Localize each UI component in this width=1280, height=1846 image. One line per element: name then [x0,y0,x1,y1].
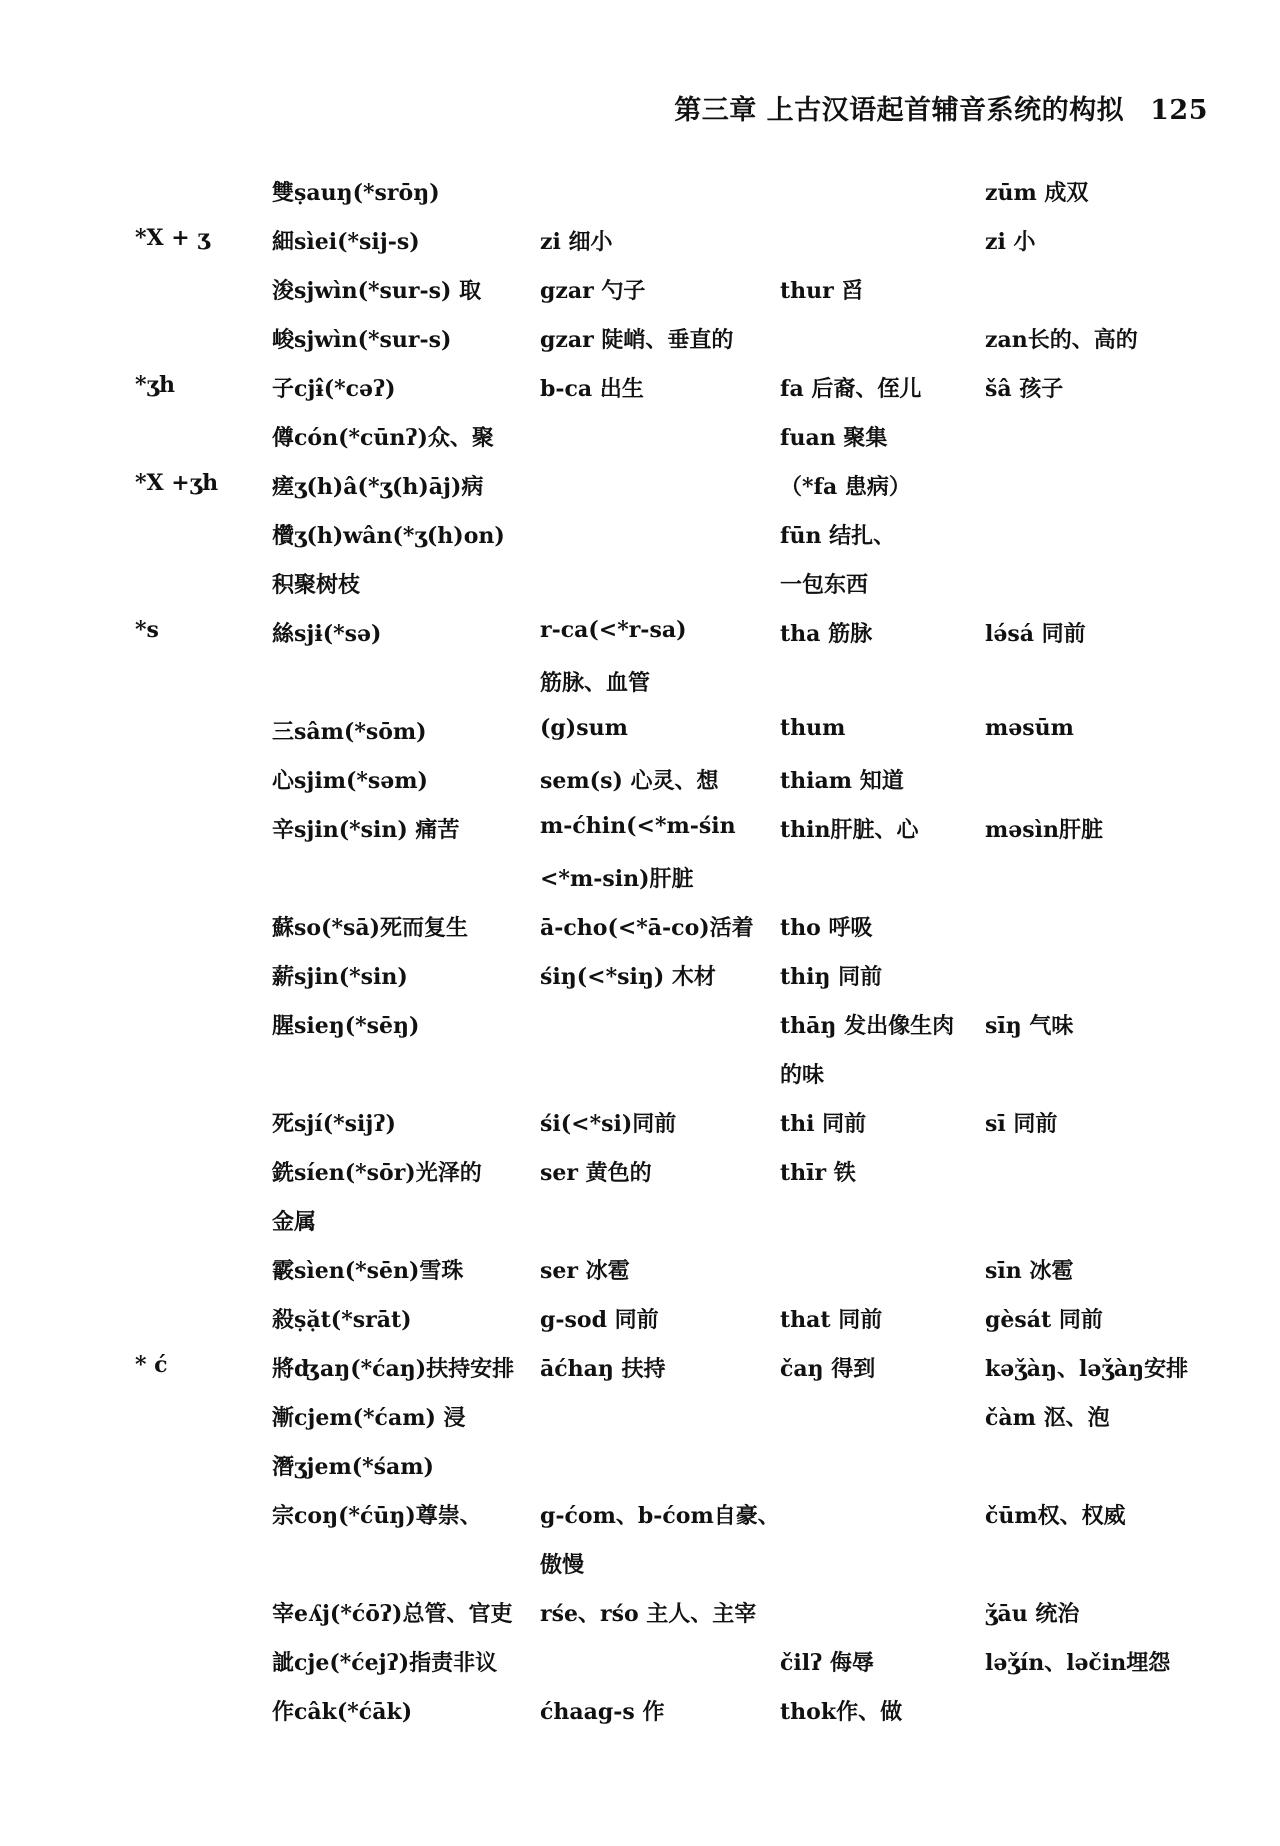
table-row [0,1695,1280,1744]
tibetan-column-cell: zi 细小 [540,229,613,255]
chinese-column-cell: 細sìei(*sij-s) [272,229,420,255]
chinese-column-cell: 子cjɨ̂(*cəʔ) [272,376,396,402]
chinese-column-cell: 蘇so(*sā)死而复生 [272,915,469,941]
table-row [0,519,1280,568]
table-row [0,617,1280,666]
table-row [0,470,1280,519]
chinese-column-cell: 訿cje(*ćejʔ)指责非议 [272,1650,498,1676]
kuki-column-cell: thok作、做 [780,1699,903,1725]
chinese-column-cell: 漸cjem(*ćam) 浸 [272,1405,466,1431]
chinese-column-cell: 辛sjin(*sin) 痛苦 [272,817,460,843]
chapter-title: 第三章 上古汉语起首辅音系统的构拟 [674,95,1125,126]
initial-column-cell: *X +ʒh [135,470,219,496]
table-row [0,225,1280,274]
tibetan-column-cell: 傲慢 [540,1552,585,1578]
chinese-column-cell: 金属 [272,1209,317,1235]
table-row [0,421,1280,470]
chinese-column-cell: 霰sìen(*sēn)雪珠 [272,1258,464,1284]
table-row [0,568,1280,617]
kuki-column-cell: thi 同前 [780,1111,867,1137]
page-number: 125 [1150,95,1208,126]
kuki-column-cell: thāŋ 发出像生肉 [780,1013,955,1039]
table-row [0,1401,1280,1450]
tibetan-column-cell: (g)sum [540,715,628,741]
table-row [0,323,1280,372]
jingpho-column-cell: čūm权、权威 [985,1503,1126,1529]
kuki-column-cell: fa 后裔、侄儿 [780,376,922,402]
chinese-column-cell: 腥sieŋ(*sēŋ) [272,1013,420,1039]
table-row [0,274,1280,323]
tibetan-column-cell: ser 黄色的 [540,1160,652,1186]
tibetan-column-cell: g-sod 同前 [540,1307,659,1333]
kuki-column-cell: thum [780,715,846,741]
table-row [0,1303,1280,1352]
chinese-column-cell: 銑síen(*sōr)光泽的 [272,1160,482,1186]
chinese-column-cell: 宰eʎj(*ćōʔ)总管、官吏 [272,1601,513,1627]
kuki-column-cell: thur 舀 [780,278,864,304]
table-row [0,176,1280,225]
chinese-column-cell: 絲sjɨ(*sə) [272,621,382,647]
table-row [0,372,1280,421]
initial-column-cell: *s [135,617,159,643]
chinese-column-cell: 死sjí(*sijʔ) [272,1111,396,1137]
jingpho-column-cell: məsìn肝脏 [985,817,1104,843]
chinese-column-cell: 潛ʒjem(*śam) [272,1454,434,1480]
table-row [0,1646,1280,1695]
jingpho-column-cell: sīn 冰雹 [985,1258,1074,1284]
kuki-column-cell: 的味 [780,1062,825,1088]
running-header [674,88,1208,127]
jingpho-column-cell: ǯāu 统治 [985,1601,1080,1627]
chinese-column-cell: 宗coŋ(*ćūŋ)尊崇、 [272,1503,482,1529]
kuki-column-cell: thiam 知道 [780,768,904,794]
chinese-column-cell: 雙ṣauŋ(*srōŋ) [272,180,440,206]
jingpho-column-cell: zūm 成双 [985,180,1089,206]
jingpho-column-cell: šâ 孩子 [985,376,1064,402]
table-row [0,1548,1280,1597]
tibetan-column-cell: r-ca(<*r-sa) [540,617,687,643]
table-row [0,1450,1280,1499]
kuki-column-cell: fuan 聚集 [780,425,888,451]
jingpho-column-cell: sīŋ 气味 [985,1013,1074,1039]
table-row [0,1107,1280,1156]
tibetan-column-cell: śi(<*si)同前 [540,1111,677,1137]
kuki-column-cell: čaŋ 得到 [780,1356,876,1382]
chinese-column-cell: 积聚树枝 [272,572,361,598]
tibetan-column-cell: gzar 勺子 [540,278,646,304]
table-row [0,1352,1280,1401]
tibetan-column-cell: ā-cho(<*ā-co)活着 [540,915,754,941]
chinese-column-cell: 心sjim(*səm) [272,768,428,794]
jingpho-column-cell: čàm 沤、泡 [985,1405,1110,1431]
tibetan-column-cell: sem(s) 心灵、想 [540,768,719,794]
kuki-column-cell: （*fa 患病） [780,474,911,500]
tibetan-column-cell: <*m-sin)肝脏 [540,866,694,892]
jingpho-column-cell: zi 小 [985,229,1036,255]
chinese-column-cell: 瘥ʒ(h)â(*ʒ(h)āj)病 [272,474,484,500]
table-row [0,813,1280,862]
kuki-column-cell: fūn 结扎、 [780,523,896,549]
table-row [0,1058,1280,1107]
tibetan-column-cell: 筋脉、血管 [540,670,651,696]
jingpho-column-cell: ləǯín、ləčin埋怨 [985,1650,1171,1676]
chinese-column-cell: 峻sjwìn(*sur-s) [272,327,452,353]
kuki-column-cell: čilʔ 侮辱 [780,1650,874,1676]
kuki-column-cell: tho 呼吸 [780,915,873,941]
kuki-column-cell: 一包东西 [780,572,869,598]
table-row [0,1205,1280,1254]
kuki-column-cell: that 同前 [780,1307,883,1333]
kuki-column-cell: thiŋ 同前 [780,964,883,990]
initial-column-cell: *ʒh [135,372,175,398]
jingpho-column-cell: zan长的、高的 [985,327,1138,353]
initial-column-cell: * ć [135,1352,168,1378]
tibetan-column-cell: ćhaag-s 作 [540,1699,665,1725]
chinese-column-cell: 將ʤaŋ(*ćaŋ)扶持安排 [272,1356,515,1382]
table-row [0,1499,1280,1548]
jingpho-column-cell: kəǯàŋ、ləǯàŋ安排 [985,1356,1189,1382]
chinese-column-cell: 作câk(*ćāk) [272,1699,413,1725]
chinese-column-cell: 殺ṣặt(*srāt) [272,1307,412,1333]
initial-column-cell: *X + ʒ [135,225,210,251]
table-row [0,1156,1280,1205]
table-row [0,911,1280,960]
chinese-column-cell: 三sâm(*sōm) [272,719,427,745]
table-row [0,764,1280,813]
table-row [0,666,1280,715]
chinese-column-cell: 浚sjwìn(*sur-s) 取 [272,278,482,304]
tibetan-column-cell: śiŋ(<*siŋ) 木材 [540,964,716,990]
tibetan-column-cell: ser 冰雹 [540,1258,630,1284]
tibetan-column-cell: g-ćom、b-ćom自豪、 [540,1503,780,1529]
table-row [0,960,1280,1009]
jingpho-column-cell: gèsát 同前 [985,1307,1103,1333]
table-row [0,1597,1280,1646]
kuki-column-cell: thin肝脏、心 [780,817,919,843]
jingpho-column-cell: lə́sá 同前 [985,621,1086,647]
chinese-column-cell: 薪sjin(*sin) [272,964,408,990]
comparison-table [0,176,1280,1744]
kuki-column-cell: thīr 铁 [780,1160,856,1186]
kuki-column-cell: tha 筋脉 [780,621,873,647]
tibetan-column-cell: b-ca 出生 [540,376,644,402]
tibetan-column-cell: m-ćhin(<*m-śin [540,813,736,839]
jingpho-column-cell: sī 同前 [985,1111,1058,1137]
tibetan-column-cell: gzar 陡峭、垂直的 [540,327,734,353]
table-row [0,862,1280,911]
tibetan-column-cell: rśe、rśo 主人、主宰 [540,1601,757,1627]
table-row [0,1009,1280,1058]
table-row [0,715,1280,764]
jingpho-column-cell: məsūm [985,715,1074,741]
chinese-column-cell: 欑ʒ(h)wân(*ʒ(h)on) [272,523,505,549]
table-row [0,1254,1280,1303]
chinese-column-cell: 僔cón(*cūnʔ)众、聚 [272,425,494,451]
tibetan-column-cell: āćhaŋ 扶持 [540,1356,666,1382]
